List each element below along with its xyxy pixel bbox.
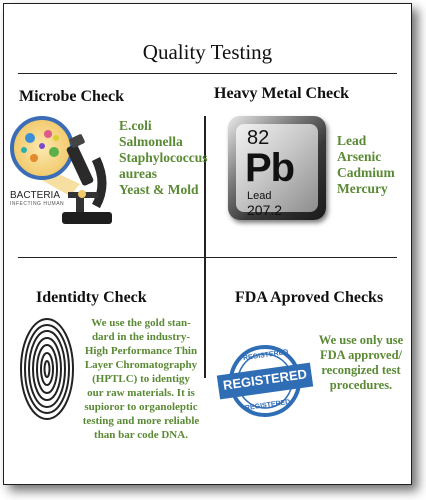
metal-item: Cadmium (337, 165, 395, 180)
identity-line: our raw materials. It is (87, 387, 195, 399)
microbe-list (119, 118, 208, 198)
tile-name: Lead (247, 190, 272, 202)
microbe-check-heading: Microbe Check (19, 88, 125, 105)
lead-element-tile (228, 116, 326, 220)
microbe-item: Staphylococcus (119, 150, 208, 165)
microbe-item: aureas (119, 166, 158, 181)
identity-line: supioror to organoleptic (84, 401, 198, 413)
fda-description (312, 333, 410, 393)
identity-line: than bar code DNA. (94, 429, 188, 441)
metal-item: Arsenic (337, 149, 382, 164)
horizontal-divider (18, 257, 397, 258)
microbe-item: Yeast & Mold (119, 182, 199, 197)
identity-line: Layer Chromatography (84, 359, 198, 371)
stamp-bottom-text: REGISTERED (244, 398, 291, 413)
stamp-top-text: REGISTERED (242, 348, 289, 363)
microbe-item: E.coli (119, 118, 152, 133)
infographic-card (3, 3, 412, 485)
registered-stamp (216, 343, 314, 419)
tile-symbol: Pb (245, 146, 295, 190)
metal-item: Lead (337, 133, 367, 148)
identity-line: testing and more reliable (82, 415, 200, 427)
identity-line: We use the gold stan- (91, 317, 191, 329)
tile-atomic-number: 82 (247, 127, 270, 149)
fda-check-heading: FDA Aproved Checks (235, 289, 384, 306)
microscope-bacteria-icon (8, 114, 118, 229)
bacteria-label: BACTERIA (10, 190, 61, 201)
stamp-center-text: REGISTERED (222, 366, 308, 393)
metal-item: Mercury (337, 181, 388, 196)
microbe-item: Salmonella (119, 134, 183, 149)
identity-check-heading: Identidty Check (36, 289, 147, 306)
fda-line: We use only use (318, 333, 404, 347)
heavy-metal-heading: Heavy Metal Check (214, 85, 350, 102)
identity-line: High Performance Thin (84, 345, 198, 357)
identity-line: dard in the industry- (91, 331, 191, 343)
fda-line: procedures. (329, 378, 393, 392)
page-title: Quality Testing (142, 40, 273, 64)
metal-list (337, 133, 395, 197)
tile-atomic-mass: 207.2 (247, 202, 283, 218)
title-divider (18, 73, 397, 74)
identity-description (76, 316, 206, 442)
bacteria-sublabel: INFECTING HUMAN (10, 201, 65, 207)
fda-line: FDA approved/ (319, 348, 403, 362)
fingerprint-icon (18, 316, 76, 422)
fda-line: recongized test (321, 363, 401, 377)
identity-line: (HPTLC) to identigy (92, 373, 190, 385)
